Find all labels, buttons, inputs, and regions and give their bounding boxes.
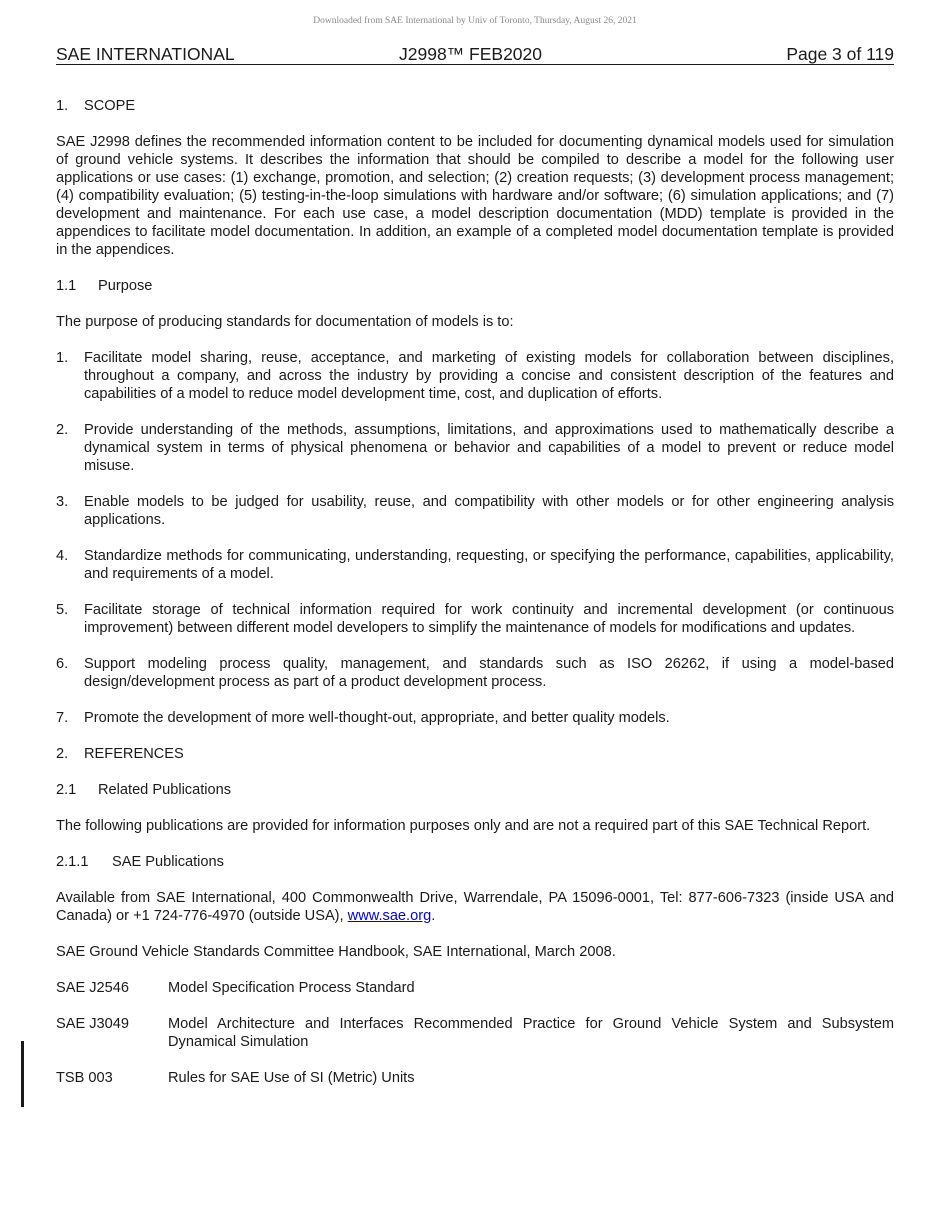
list-number: 3. [56,494,69,510]
list-text: Enable models to be judged for usability, reuse, and compatibility with other models or for other engineering analysis applications. [84,494,894,528]
section-number: 2. [56,746,69,762]
section-heading-sae-publications [56,853,894,871]
document-body [56,97,894,1105]
list-number: 1. [56,350,69,366]
reference-title: Rules for SAE Use of SI (Metric) Units [168,1070,415,1086]
header-page-number: Page 3 of 119 [786,44,894,64]
section-title: REFERENCES [84,746,184,762]
section-heading-references [56,745,894,763]
list-item [56,709,894,727]
section-number: 1.1 [56,278,77,294]
list-number: 2. [56,422,69,438]
scope-paragraph: SAE J2998 defines the recommended information content to be included for documenting dynamical models used for simulation of ground vehicle systems. It describes the information that should be compiled to describe a model for the following user applications or use cases: (1) exchange, promotion, and selection; (2) creation requests; (3) development process management; (4) compatibility evaluation; (5) testing-in-the-loop simulations with hardware and/or software; (6) simulation applications; and (7) development and maintenance. For each use case, a model description documentation (MDD) template is provided in the appendices to facilitate model documentation. In addition, an example of a completed model documentation template is provided in the appendices. [56,134,894,258]
related-publications-paragraph: The following publications are provided for information purposes only and are not a required part of this SAE Technical Report. [56,818,871,834]
revision-change-bar [21,1041,24,1107]
list-text: Provide understanding of the methods, assumptions, limitations, and approximations used to mathematically describe a dynamical system in terms of physical phenomena or behavior and capabilities of a model to prevent or reduce model misuse. [84,422,894,474]
list-item [56,493,894,529]
list-number: 5. [56,602,69,618]
section-title: Related Publications [98,782,232,798]
list-item [56,349,894,403]
section-number: 1. [56,98,69,114]
list-item [56,601,894,637]
section-number: 2.1 [56,782,77,798]
list-text: Support modeling process quality, management, and standards such as ISO 26262, if using a model-based design/development process as part of a product development process. [84,656,894,690]
section-title: SAE Publications [112,854,224,870]
list-item [56,421,894,475]
reference-code: SAE J2546 [56,980,130,996]
list-item [56,655,894,691]
reference-entry [56,1015,894,1051]
section-number: 2.1.1 [56,854,89,870]
page-header [56,44,894,65]
section-title: SCOPE [84,98,136,114]
purpose-intro: The purpose of producing standards for documentation of models is to: [56,314,514,330]
download-watermark: Downloaded from SAE International by Univ of Toronto, Thursday, August 26, 2021 [313,16,637,26]
reference-code: TSB 003 [56,1070,113,1086]
availability-period: . [431,908,436,924]
section-heading-related-publications [56,781,894,799]
section-heading-scope [56,97,894,115]
sae-availability-paragraph [56,889,894,925]
header-document-id: J2998™ FEB2020 [399,44,543,64]
handbook-reference: SAE Ground Vehicle Standards Committee Handbook, SAE International, March 2008. [56,944,616,960]
reference-title: Model Specification Process Standard [168,980,415,996]
list-item [56,547,894,583]
list-number: 7. [56,710,69,726]
reference-entry [56,979,894,997]
list-text: Facilitate storage of technical information required for work continuity and incremental development (or continuous improvement) between different model developers to simplify the maintenance of models for modifications and updates. [84,602,894,636]
reference-title: Model Architecture and Interfaces Recommended Practice for Ground Vehicle System and Subsystem Dynamical Simulation [168,1016,894,1050]
list-number: 6. [56,656,69,672]
sae-website-link[interactable]: www.sae.org [347,908,432,924]
section-heading-purpose [56,277,894,295]
section-title: Purpose [98,278,153,294]
list-text: Standardize methods for communicating, understanding, requesting, or specifying the performance, capabilities, applicability, and requirements of a model. [84,548,894,582]
reference-code: SAE J3049 [56,1016,130,1032]
reference-entry [56,1069,894,1087]
list-text: Facilitate model sharing, reuse, acceptance, and marketing of existing models for collaboration between disciplines, throughout a company, and across the industry by providing a concise and consistent description of the features and capabilities of a model to reduce model development time, cost, and duplication of efforts. [84,350,894,402]
availability-text: Available from SAE International, 400 Commonwealth Drive, Warrendale, PA 15096-0001, Tel: 877-606-7323 (inside USA and Canada) or +1 724-776-4970 (outside USA), [56,890,894,924]
header-organization: SAE INTERNATIONAL [56,44,235,64]
list-number: 4. [56,548,69,564]
list-text: Promote the development of more well-thought-out, appropriate, and better quality models. [84,710,670,726]
